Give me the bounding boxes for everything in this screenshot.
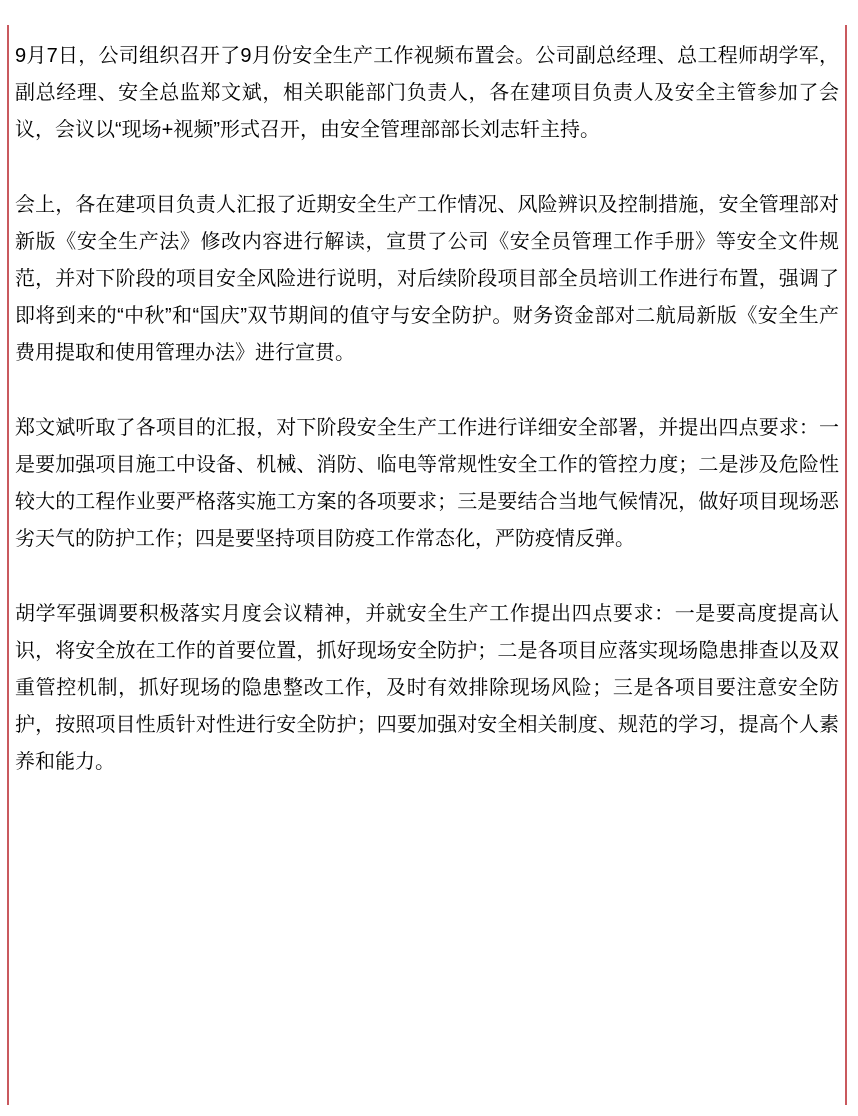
article-paragraph: 9月7日，公司组织召开了9月份安全生产工作视频布置会。公司副总经理、总工程师胡学军，副总经理、安全总监郑文斌，相关职能部门负责人，各在建项目负责人及安全主管参加了会议，会议以“现场+视频”形式召开，由安全管理部部长刘志轩主持。 — [15, 45, 839, 141]
article-paragraph: 会上，各在建项目负责人汇报了近期安全生产工作情况、风险辨识及控制措施，安全管理部对新版《安全生产法》修改内容进行解读，宣贯了公司《安全员管理工作手册》等安全文件规范，并对下阶段的项目安全风险进行说明，对后续阶段项目部全员培训工作进行布置，强调了即将到来的“中秋”和“国庆”双节期间的值守与安全防护。财务资金部对二航局新版《安全生产费用提取和使用管理办法》进行宣贯。 — [15, 194, 839, 364]
article-paragraphs — [15, 38, 839, 781]
article-paragraph: 胡学军强调要积极落实月度会议精神，并就安全生产工作提出四点要求：一是要高度提高认识，将安全放在工作的首要位置，抓好现场安全防护；二是各项目应落实现场隐患排查以及双重管控机制，抓好现场的隐患整改工作，及时有效排除现场风险；三是各项目要注意安全防护，按照项目性质针对性进行安全防护；四要加强对安全相关制度、规范的学习，提高个人素养和能力。 — [15, 603, 839, 773]
article-paragraph: 郑文斌听取了各项目的汇报，对下阶段安全生产工作进行详细安全部署，并提出四点要求：一是要加强项目施工中设备、机械、消防、临电等常规性安全工作的管控力度；二是涉及危险性较大的工程作业要严格落实施工方案的各项要求；三是要结合当地气候情况，做好项目现场恶劣天气的防护工作；四是要坚持项目防疫工作常态化，严防疫情反弹。 — [15, 417, 839, 550]
article-frame — [7, 25, 847, 1105]
